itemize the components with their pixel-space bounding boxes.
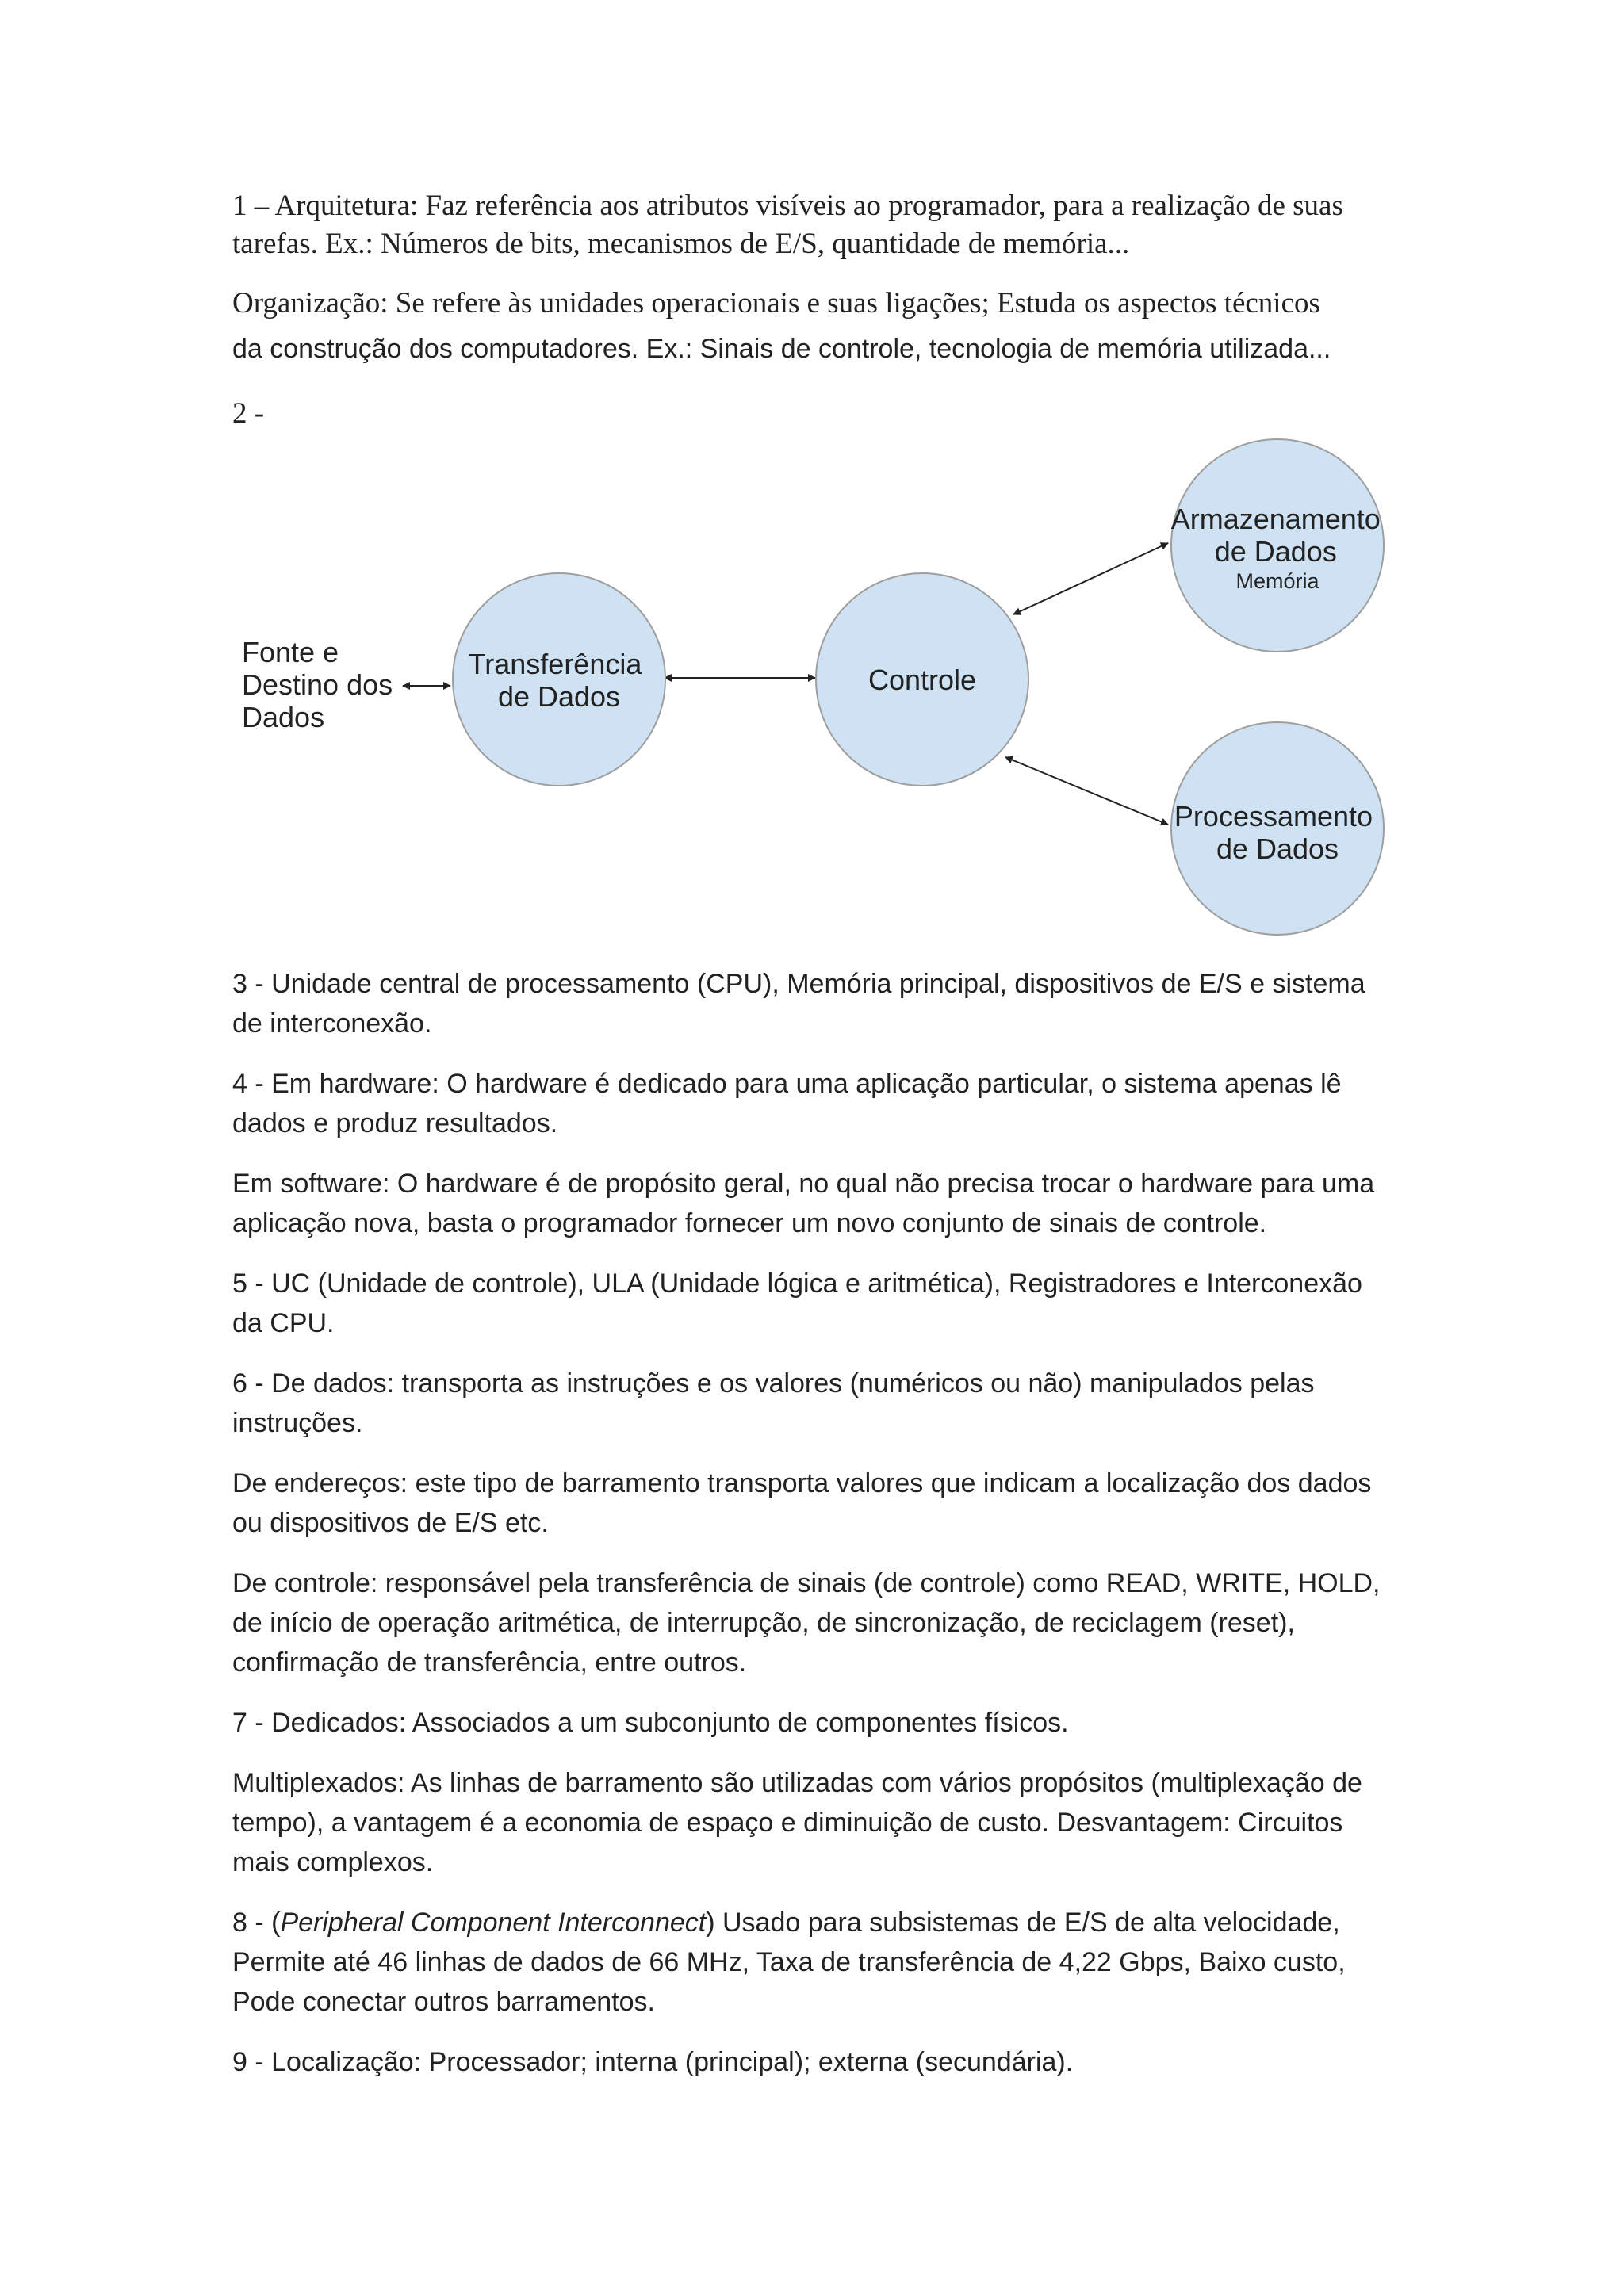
q1-organizacao bbox=[232, 284, 1398, 374]
q7-dedicados: 7 - Dedicados: Associados a um subconjunto de componentes físicos. bbox=[232, 1708, 1069, 1738]
q5-text: 5 - UC (Unidade de controle), ULA (Unidade lógica e aritmética), Registradores e Interconexão da CPU. bbox=[232, 1269, 1362, 1338]
transferencia-label: Transferência de Dados bbox=[468, 648, 642, 713]
q1-organizacao-part2: da construção dos computadores. Ex.: Sinais de controle, tecnologia de memória utilizada... bbox=[232, 334, 1331, 364]
q8-prefix: 8 - ( bbox=[232, 1908, 281, 1938]
q3-text: 3 - Unidade central de processamento (CPU), Memória principal, dispositivos de E/S e sistema de interconexão. bbox=[232, 969, 1365, 1039]
q6-controle: De controle: responsável pela transferência de sinais (de controle) como READ, WRITE, HOLD, de início de operação aritmética, de interrupção, de sincronização, de reciclagem (reset), confirmação de transferência, entre outros. bbox=[232, 1568, 1381, 1678]
q6-dados: 6 - De dados: transporta as instruções e os valores (numéricos ou não) manipulados pelas instruções. bbox=[232, 1368, 1315, 1438]
q8-rest: ) Usado para subsistemas de E/S de alta velocidade, Permite até 46 linhas de dados de 66 MHz, Taxa de transferência de 4,22 Gbps, Baixo custo, Pode conectar outros barramentos. bbox=[232, 1908, 1346, 2017]
arrow-controle-armazenamento bbox=[1013, 543, 1168, 614]
q8-italic-term: Peripheral Component Interconnect bbox=[280, 1908, 707, 1938]
q2-label: 2 - bbox=[232, 397, 265, 430]
system-diagram bbox=[232, 432, 1398, 947]
q4-hardware: 4 - Em hardware: O hardware é dedicado para uma aplicação particular, o sistema apenas lê dados e produz resultados. bbox=[232, 1069, 1342, 1138]
answers-section bbox=[232, 964, 1398, 2103]
controle-label: Controle bbox=[868, 664, 977, 696]
system-diagram-svg bbox=[232, 432, 1398, 947]
arrow-controle-processamento bbox=[1005, 757, 1168, 825]
q1-arquitetura: 1 – Arquitetura: Faz referência aos atributos visíveis ao programador, para a realização de suas tarefas. Ex.: Números de bits, mecanismos de E/S, quantidade de memória... bbox=[232, 189, 1343, 260]
fonte-destino-label: Fonte e Destino dos Dados bbox=[242, 636, 393, 733]
q9-text: 9 - Localização: Processador; interna (principal); externa (secundária). bbox=[232, 2047, 1074, 2077]
q8-text bbox=[232, 1903, 1398, 2022]
document-body bbox=[232, 187, 1398, 453]
q1-organizacao-part1: Organização: Se refere às unidades operacionais e suas ligações; Estuda os aspectos técnicos bbox=[232, 287, 1320, 320]
armazenamento-label: Armazenamento de Dados Memória bbox=[1170, 503, 1381, 593]
q4-software: Em software: O hardware é de propósito geral, no qual não precisa trocar o hardware para uma aplicação nova, basta o programador fornecer um novo conjunto de sinais de controle. bbox=[232, 1169, 1375, 1238]
q6-enderecos: De endereços: este tipo de barramento transporta valores que indicam a localização dos dados ou dispositivos de E/S etc. bbox=[232, 1468, 1372, 1538]
q7-multiplexados: Multiplexados: As linhas de barramento são utilizadas com vários propósitos (multiplexação de tempo), a vantagem é a economia de espaço e diminuição de custo. Desvantagem: Circuitos mais complexos. bbox=[232, 1768, 1362, 1877]
processamento-label: Processamento de Dados bbox=[1174, 800, 1373, 865]
